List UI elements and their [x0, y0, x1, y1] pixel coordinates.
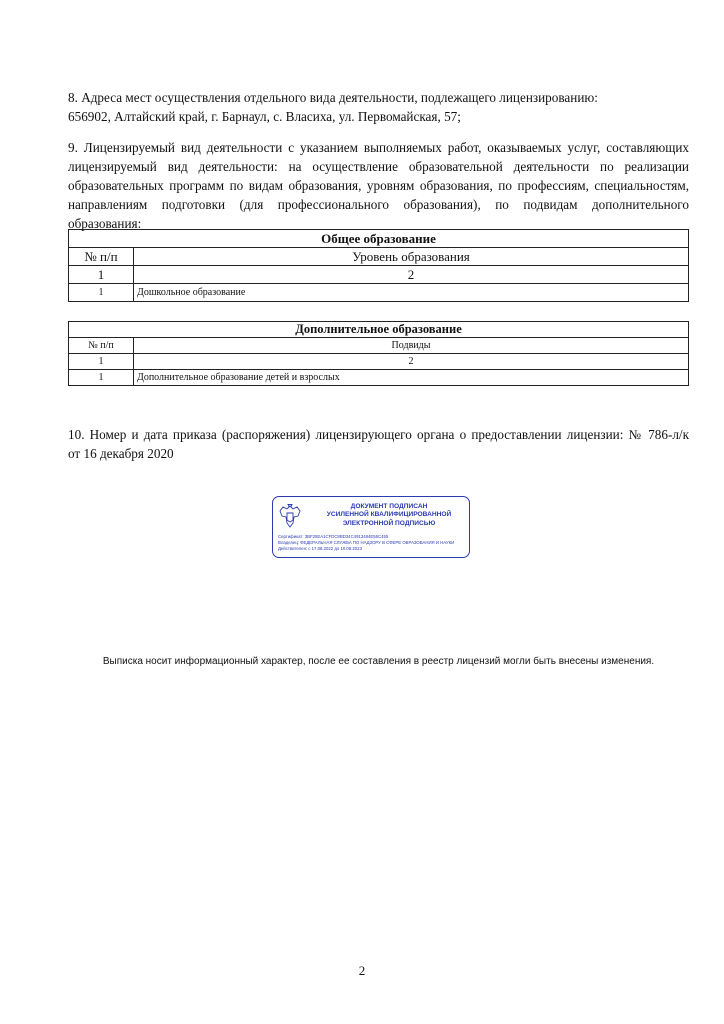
stamp-title	[311, 503, 467, 528]
column-index: 1	[69, 266, 134, 284]
row-number: 1	[69, 284, 134, 302]
section-9-activity	[68, 138, 689, 233]
coat-of-arms-icon	[278, 503, 302, 529]
additional-education-table	[68, 321, 689, 386]
general-education-table	[68, 229, 689, 302]
section-9-line: образовательных программ по видам образования, уровням образования, по профессиям, специальностям,	[68, 178, 689, 193]
stamp-validity: Действителен: с 17.08.2022 до 10.08.2023	[278, 546, 362, 551]
stamp-title-line: ДОКУМЕНТ ПОДПИСАН	[350, 503, 428, 510]
stamp-title-line: УСИЛЕННОЙ КВАЛИФИЦИРОВАННОЙ	[326, 511, 452, 519]
section-10-order	[68, 425, 689, 463]
row-number: 1	[69, 370, 134, 386]
column-index: 2	[134, 354, 689, 370]
column-header-number: № п/п	[69, 248, 134, 266]
table-title: Дополнительное образование	[69, 322, 689, 338]
table-row	[69, 370, 689, 386]
table-title: Общее образование	[69, 230, 689, 248]
section-8-heading: 8. Адреса мест осуществления отдельного вида деятельности, подлежащего лицензированию:	[68, 90, 598, 105]
page-number: 2	[358, 963, 366, 978]
section-10-date: от 16 декабря 2020	[68, 446, 174, 461]
electronic-signature-stamp	[272, 496, 470, 558]
table-row	[69, 284, 689, 302]
stamp-owner: Владелец: ФЕДЕРАЛЬНАЯ СЛУЖБА ПО НАДЗОРУ В СФЕРЕ ОБРАЗОВАНИЯ И НАУКИ	[278, 540, 455, 545]
section-8-addresses	[68, 88, 689, 126]
stamp-certificate: Сертификат: 3BF25EA1CFDC8BD34C4913484E55C455	[278, 534, 389, 539]
row-value: Дополнительное образование детей и взрослых	[134, 370, 689, 386]
column-header-subtype: Подвиды	[134, 338, 689, 354]
stamp-title-line: ЭЛЕКТРОННОЙ ПОДПИСЬЮ	[342, 519, 436, 527]
section-9-line: направлениям подготовки (для профессионального образования), по подвидам дополнительного	[68, 197, 689, 212]
section-9-line: 9. Лицензируемый вид деятельности с указанием выполняемых работ, оказываемых услуг, составляющих	[68, 140, 689, 155]
section-9-line: образования:	[68, 216, 142, 231]
section-9-line: лицензируемый вид деятельности: на осуществление образовательной деятельности по реализации	[68, 159, 689, 174]
footer-disclaimer: Выписка носит информационный характер, после ее составления в реестр лицензий могли быть внесены изменения.	[102, 656, 655, 667]
column-index: 1	[69, 354, 134, 370]
column-header-number: № п/п	[69, 338, 134, 354]
row-value: Дошкольное образование	[134, 284, 689, 302]
column-header-level: Уровень образования	[134, 248, 689, 266]
section-10-line: 10. Номер и дата приказа (распоряжения) лицензирующего органа о предоставлении лицензии: № 786-л/к	[68, 427, 689, 442]
column-index: 2	[134, 266, 689, 284]
section-8-address: 656902, Алтайский край, г. Барнаул, с. Власиха, ул. Первомайская, 57;	[68, 109, 461, 124]
